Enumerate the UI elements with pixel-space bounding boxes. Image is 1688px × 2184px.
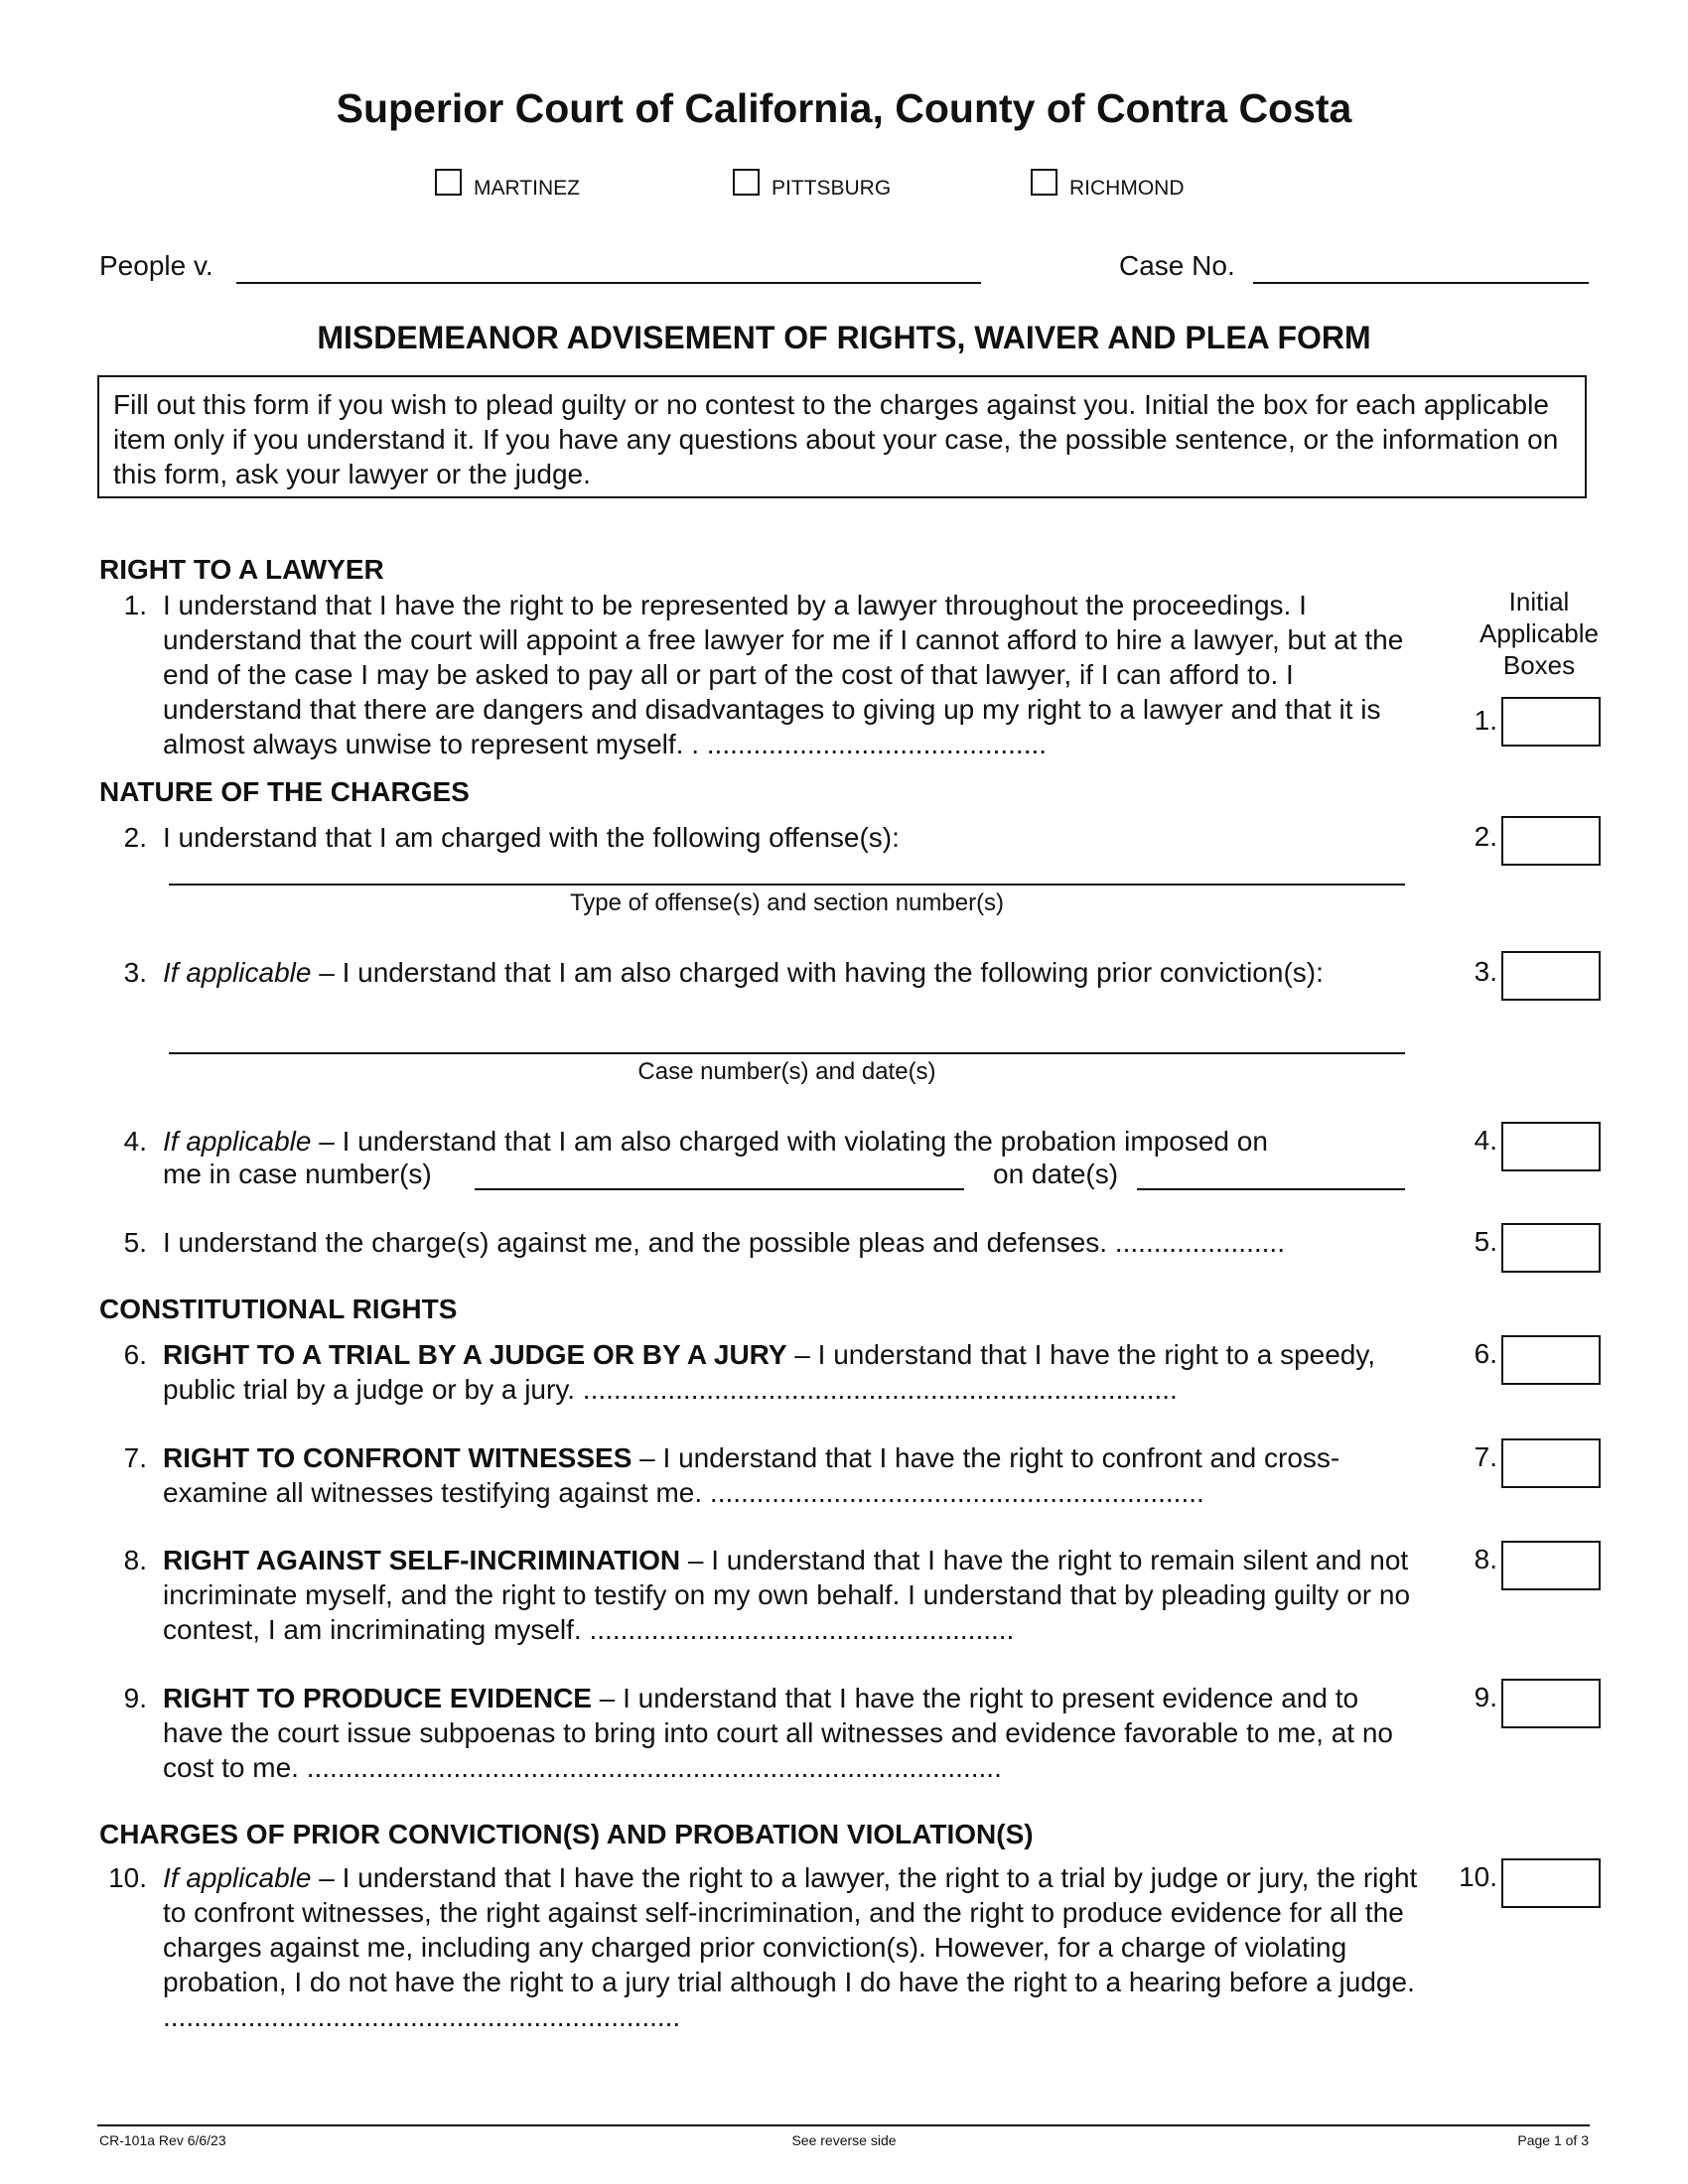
initial-box-7-label: 7. xyxy=(1474,1441,1497,1472)
initial-box-3[interactable] xyxy=(1501,951,1601,1001)
location-martinez[interactable] xyxy=(435,177,580,201)
item-4-text: – I understand that I am also charged with violating the probation imposed on xyxy=(311,1126,1268,1157)
item-7 xyxy=(99,1440,1420,1514)
initial-box-10[interactable] xyxy=(1501,1858,1601,1908)
item-3-text-wrap xyxy=(163,955,1420,990)
item-5 xyxy=(99,1225,1420,1265)
location-richmond[interactable] xyxy=(1031,177,1185,201)
item-5-text: I understand the charge(s) against me, and the possible pleas and defenses. ...................... xyxy=(163,1227,1285,1258)
item-4-number: 4. xyxy=(123,1126,147,1157)
footer-form-number: CR-101a Rev 6/6/23 xyxy=(99,2132,226,2148)
instructions-text: Fill out this form if you wish to plead guilty or no contest to the charges against you. Initial the box for each applicable item only if you understand it. If you have any questions about your case, the possible sentence, or the information on this form, ask your lawyer or the judge. xyxy=(113,389,1559,489)
location-martinez-label: MARTINEZ xyxy=(474,177,580,200)
item-9-text: – I understand that I have the right to present evidence and to have the court issue subpoenas to bring into court all witnesses and evidence favorable to me, at no cost to me. .......................................................................................... xyxy=(163,1683,1393,1783)
item-6-lead: RIGHT TO A TRIAL BY A JUDGE OR BY A JURY xyxy=(163,1339,787,1370)
item-10-text-wrap xyxy=(163,1860,1420,2034)
court-title: Superior Court of California, County of Contra Costa xyxy=(336,85,1352,131)
initial-box-10-label: 10. xyxy=(1459,1861,1497,1892)
instructions-box xyxy=(97,375,1587,498)
item-3-text: – I understand that I am also charged with having the following prior conviction(s): xyxy=(311,957,1324,988)
initial-box-4[interactable] xyxy=(1501,1122,1601,1171)
location-pittsburg[interactable] xyxy=(733,177,891,201)
initial-box-6[interactable] xyxy=(1501,1335,1601,1385)
item-2 xyxy=(99,820,1420,860)
footer-page-number: Page 1 of 3 xyxy=(1517,2132,1589,2148)
initial-box-3-label: 3. xyxy=(1474,956,1497,987)
prior-conviction-field[interactable] xyxy=(169,1052,1405,1054)
offense-field-caption: Type of offense(s) and section number(s) xyxy=(569,889,1005,916)
section-constitutional-rights: CONSTITUTIONAL RIGHTS xyxy=(99,1294,458,1324)
item-3-lead: If applicable xyxy=(163,957,312,988)
item-8-text-wrap xyxy=(163,1543,1420,1647)
probation-case-number-field[interactable] xyxy=(475,1188,964,1190)
checkbox-pittsburg[interactable] xyxy=(733,169,760,196)
initial-box-1[interactable] xyxy=(1501,697,1601,747)
item-8-number: 8. xyxy=(123,1545,147,1575)
initial-header-line1: Initial xyxy=(1508,587,1570,616)
item-1-number: 1. xyxy=(123,590,147,620)
item-8-lead: RIGHT AGAINST SELF-INCRIMINATION xyxy=(163,1545,681,1575)
item-4-date-label: on date(s) xyxy=(993,1159,1119,1189)
location-richmond-label: RICHMOND xyxy=(1069,177,1185,200)
section-right-to-lawyer: RIGHT TO A LAWYER xyxy=(99,554,384,585)
item-4-case-number-label: me in case number(s) xyxy=(163,1159,432,1189)
initial-box-2[interactable] xyxy=(1501,816,1601,866)
initial-box-1-label: 1. xyxy=(1474,705,1497,736)
form-title: MISDEMEANOR ADVISEMENT OF RIGHTS, WAIVER AND PLEA FORM xyxy=(317,320,1371,355)
footer-see-reverse: See reverse side xyxy=(791,2132,897,2148)
item-10-text: – I understand that I have the right to a lawyer, the right to a trial by judge or jury, the right to confront witnesses, the right against self-incrimination, and the right to produce evidence for all the charges against me, including any charged prior conviction(s). However, for a charge of violating probation, I do not have the right to a jury trial although I do have the right to a hearing before a judge. ................................................................... xyxy=(163,1862,1418,2032)
initial-box-4-label: 4. xyxy=(1474,1125,1497,1156)
case-number-field[interactable] xyxy=(1253,282,1589,284)
people-label: People v. xyxy=(99,250,213,281)
item-6-text: – I understand that I have the right to a speedy, public trial by a judge or by a jury. ............................................................................. xyxy=(163,1339,1376,1405)
item-8-text: – I understand that I have the right to remain silent and not incriminate myself, and the right to testify on my own behalf. I understand that by pleading guilty or no contest, I am incriminating myself. ....................................................... xyxy=(163,1545,1411,1645)
probation-date-field[interactable] xyxy=(1137,1188,1405,1190)
offense-field[interactable] xyxy=(169,884,1405,886)
item-4-text-wrap xyxy=(163,1124,1420,1159)
item-10-lead: If applicable xyxy=(163,1862,312,1893)
item-1 xyxy=(99,588,1420,766)
section-nature-of-charges: NATURE OF THE CHARGES xyxy=(99,776,470,807)
item-10-number: 10. xyxy=(108,1862,147,1893)
initial-header-line3: Boxes xyxy=(1502,650,1576,680)
checkbox-richmond[interactable] xyxy=(1031,169,1057,196)
initial-box-7[interactable] xyxy=(1501,1438,1601,1488)
initial-box-8[interactable] xyxy=(1501,1541,1601,1590)
item-5-number: 5. xyxy=(123,1227,147,1258)
initial-box-6-label: 6. xyxy=(1474,1338,1497,1369)
item-10 xyxy=(99,1860,1420,2039)
item-6-text-wrap xyxy=(163,1337,1420,1407)
initial-box-5-label: 5. xyxy=(1474,1226,1497,1257)
location-pittsburg-label: PITTSBURG xyxy=(772,177,892,200)
prior-conviction-field-caption: Case number(s) and date(s) xyxy=(637,1058,936,1085)
initial-box-9[interactable] xyxy=(1501,1679,1601,1728)
initial-box-2-label: 2. xyxy=(1474,821,1497,852)
item-6-number: 6. xyxy=(123,1339,147,1370)
item-3 xyxy=(99,955,1420,1028)
item-9 xyxy=(99,1681,1420,1788)
item-4-lead: If applicable xyxy=(163,1126,312,1157)
initial-box-5[interactable] xyxy=(1501,1223,1601,1273)
item-8 xyxy=(99,1543,1420,1650)
item-2-number: 2. xyxy=(123,822,147,853)
initial-header-line2: Applicable xyxy=(1479,618,1599,648)
initial-box-8-label: 8. xyxy=(1474,1544,1497,1574)
item-3-number: 3. xyxy=(123,957,147,988)
initial-boxes-header xyxy=(1470,586,1609,681)
item-7-lead: RIGHT TO CONFRONT WITNESSES xyxy=(163,1442,633,1473)
item-7-text-wrap xyxy=(163,1440,1420,1510)
item-7-number: 7. xyxy=(123,1442,147,1473)
item-1-text: I understand that I have the right to be represented by a lawyer throughout the proceedings. I understand that the court will appoint a free lawyer for me if I cannot afford to hire a lawyer, but at the end of the case I may be asked to pay all or part of the cost of that lawyer, if I can afford to. I understand that there are dangers and disadvantages to giving up my right to a lawyer and that it is almost always unwise to represent myself. . ............................................ xyxy=(163,590,1404,759)
item-7-text: – I understand that I have the right to confront and cross-examine all witnesses testifying against me. ................................................................ xyxy=(163,1442,1340,1508)
item-2-text: I understand that I am charged with the following offense(s): xyxy=(163,822,900,853)
people-name-field[interactable] xyxy=(236,282,981,284)
footer-rule xyxy=(97,2124,1590,2126)
initial-box-9-label: 9. xyxy=(1474,1682,1497,1712)
item-9-number: 9. xyxy=(123,1683,147,1713)
item-6 xyxy=(99,1337,1420,1411)
case-number-label: Case No. xyxy=(1119,250,1235,281)
checkbox-martinez[interactable] xyxy=(435,169,462,196)
section-prior-convictions: CHARGES OF PRIOR CONVICTION(S) AND PROBATION VIOLATION(S) xyxy=(99,1819,1034,1849)
item-9-lead: RIGHT TO PRODUCE EVIDENCE xyxy=(163,1683,592,1713)
item-9-text-wrap xyxy=(163,1681,1420,1785)
